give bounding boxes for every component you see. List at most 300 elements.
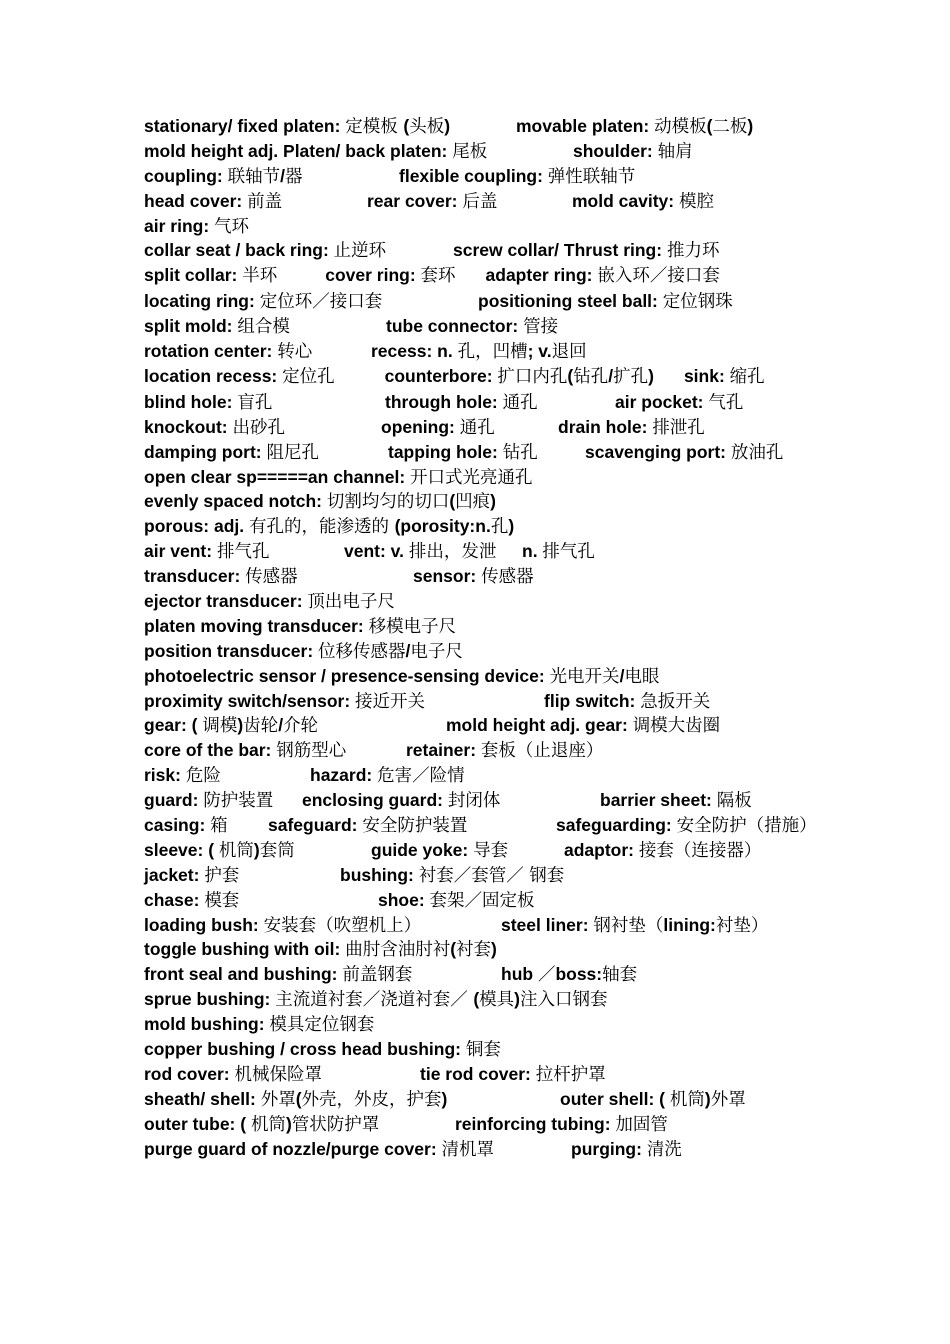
term-english: ) [508, 516, 515, 537]
glossary-line [144, 863, 812, 888]
glossary-entry [144, 339, 312, 365]
term-chinese: 衬套／套管／ 钢套 [418, 865, 565, 886]
term-chinese: 组合模 [237, 317, 290, 338]
term-chinese: 退回 [551, 342, 587, 363]
term-chinese: 套环 [420, 266, 456, 287]
term-english: sheath/ shell: [144, 1088, 261, 1109]
glossary-line [144, 589, 812, 614]
term-chinese: 模腔 [678, 191, 714, 212]
glossary-entry [144, 863, 239, 889]
glossary-entry [558, 415, 705, 441]
term-english: ( [706, 116, 713, 136]
term-chinese: 曲肘含油肘衬 [345, 940, 451, 961]
term-english: locating ring: [144, 291, 260, 312]
term-chinese: 半环 [242, 266, 278, 287]
glossary-entry [144, 1037, 501, 1063]
term-chinese: 轴套 [602, 965, 638, 986]
term-english: bushing: [340, 864, 419, 885]
term-chinese: 排气孔 [216, 542, 270, 563]
term-chinese: 定位钢珠 [662, 292, 733, 313]
glossary-entry [144, 589, 395, 615]
term-english: risk: [144, 765, 186, 786]
glossary-entry [399, 164, 635, 190]
term-english: ( [295, 1088, 302, 1109]
glossary-entry [388, 440, 538, 466]
term-english: location recess: [144, 365, 283, 386]
term-english: gear: ( [144, 715, 203, 736]
term-english: knockout: [144, 416, 233, 437]
term-chinese: 传感器 [481, 567, 534, 588]
term-chinese: 有孔的，能渗透的 [249, 517, 395, 538]
glossary-entry [544, 689, 710, 715]
term-chinese: 阻尼孔 [266, 442, 319, 463]
term-chinese: 二板 [712, 117, 748, 137]
term-english: (porosity:n. [394, 516, 491, 537]
glossary-entry [446, 713, 720, 739]
term-chinese: 转心 [277, 342, 313, 363]
term-chinese: 气孔 [708, 392, 744, 413]
term-chinese: 机筒 [669, 1089, 705, 1110]
term-english: split mold: [144, 316, 238, 337]
term-english: porous: adj. [144, 516, 249, 537]
term-chinese: 接近开关 [355, 691, 426, 712]
glossary-entry [573, 139, 693, 165]
term-english: enclosing guard: [302, 790, 448, 811]
term-english: loading bush: [144, 914, 264, 935]
glossary-entry [615, 390, 743, 416]
term-english: sink: [683, 365, 730, 386]
glossary-entry [453, 238, 719, 264]
term-english: ( [449, 491, 456, 512]
term-chinese: 光电开关 [549, 666, 620, 687]
glossary-entry [371, 838, 508, 864]
term-english: photoelectric sensor / presence-sensing device: [144, 665, 550, 686]
glossary-entry [556, 813, 817, 839]
term-chinese: 导套 [473, 840, 509, 861]
glossary-line [144, 888, 812, 913]
term-english: n. [522, 541, 543, 562]
glossary-entry [144, 1137, 494, 1163]
term-english: tube connector: [386, 316, 524, 337]
glossary-entry [325, 265, 455, 285]
glossary-entry [572, 189, 714, 215]
term-chinese: 危险 [185, 766, 221, 787]
term-english: chase: [144, 889, 205, 910]
term-english: steel liner: [501, 914, 594, 935]
term-english: purging: [571, 1138, 647, 1159]
glossary-line [144, 539, 812, 564]
glossary-entry [486, 265, 720, 285]
term-english: positioning steel ball: [478, 291, 663, 312]
term-chinese: 电子尺 [410, 641, 463, 662]
term-english: hub [501, 964, 538, 985]
term-english: tie rod cover: [420, 1063, 536, 1084]
glossary-line [144, 564, 812, 589]
term-chinese: 凹痕 [455, 492, 491, 513]
term-chinese: 清机罩 [441, 1139, 495, 1160]
glossary-line [144, 763, 812, 788]
term-chinese: 管状防护罩 [291, 1114, 380, 1135]
term-english: rotation center: [144, 341, 278, 362]
term-chinese: 传感器 [245, 567, 298, 588]
glossary-line [144, 838, 812, 863]
term-chinese: 钻孔 [573, 366, 609, 387]
term-english: adapter ring: [485, 265, 598, 286]
glossary-entry [144, 539, 269, 565]
term-english: vent: v. [344, 541, 409, 562]
glossary-line [144, 114, 812, 139]
term-chinese: 急扳开关 [640, 691, 711, 712]
term-english: sensor: [413, 566, 482, 587]
glossary-line [144, 1087, 812, 1112]
glossary-entry [144, 415, 285, 441]
term-chinese: 排泄孔 [652, 417, 705, 438]
glossary-entry [144, 289, 382, 315]
glossary-line [144, 1062, 812, 1087]
term-english: scavenging port: [585, 441, 731, 462]
term-english: ) [747, 116, 754, 136]
term-chinese: ／ [537, 965, 556, 986]
glossary-line [144, 614, 812, 639]
term-english: coupling: [144, 165, 228, 186]
term-english: cover ring: [325, 265, 421, 286]
glossary-entry [501, 913, 768, 939]
term-chinese: 尾板 [452, 141, 488, 162]
term-chinese: 盲孔 [237, 392, 273, 413]
term-english: toggle bushing with oil: [144, 939, 346, 960]
glossary-entry [144, 738, 346, 764]
term-english: mold cavity: [572, 190, 679, 211]
term-chinese: 箱 [210, 815, 228, 836]
glossary-entry [268, 813, 467, 839]
term-english: flexible coupling: [399, 165, 548, 186]
glossary-entry [378, 888, 535, 914]
term-chinese: 定位孔 [282, 366, 335, 387]
glossary-entry [371, 339, 587, 365]
glossary-entry [144, 1112, 379, 1138]
glossary-entry [406, 738, 603, 764]
term-chinese: 防护装置 [203, 791, 274, 812]
glossary-line [144, 738, 812, 763]
term-english: mold height adj. Platen/ back platen: [144, 140, 453, 161]
term-chinese: 气环 [214, 216, 250, 237]
glossary-entry [381, 415, 495, 441]
term-english: drain hole: [558, 416, 653, 437]
term-english: opening: [381, 416, 460, 437]
term-chinese: 定模板 [345, 117, 404, 137]
glossary-entry [144, 1062, 322, 1088]
term-chinese: 调模 [202, 716, 238, 737]
term-english: jacket: [144, 864, 205, 885]
glossary-entry [302, 788, 500, 814]
term-english: / [405, 640, 411, 661]
term-chinese: 孔，凹槽 [457, 342, 528, 363]
term-english: rear cover: [367, 190, 463, 211]
glossary-entry [144, 913, 421, 939]
term-english: / [619, 665, 625, 686]
glossary-line [144, 664, 812, 689]
glossary-line [144, 364, 812, 390]
term-english: adaptor: [564, 839, 639, 860]
glossary-entry [144, 838, 295, 864]
term-english: ) [648, 365, 654, 386]
glossary-entry [144, 514, 514, 540]
term-chinese: 止逆环 [333, 241, 387, 262]
glossary-entry [144, 465, 533, 491]
term-chinese: 套板（止退座） [480, 741, 604, 762]
term-english: safeguarding: [556, 814, 677, 835]
term-chinese: 安全防护（措施） [676, 815, 817, 836]
term-chinese: 放油孔 [730, 442, 784, 463]
term-chinese: 钢筋型心 [276, 741, 347, 762]
term-english: outer tube: ( [144, 1113, 251, 1134]
term-chinese: 前盖 [247, 191, 283, 212]
glossary-entry [310, 763, 465, 789]
glossary-entry [144, 489, 496, 515]
term-chinese: 外罩 [260, 1089, 296, 1110]
glossary-entry [684, 366, 765, 386]
glossary-line [144, 289, 812, 314]
term-english: barrier sheet: [600, 790, 717, 811]
term-chinese: 排出，发泄 [408, 542, 497, 563]
glossary-entry [144, 987, 607, 1013]
term-chinese: 顶出电子尺 [307, 591, 395, 612]
term-chinese: 缩孔 [729, 366, 765, 387]
term-chinese: 嵌入环／接口套 [597, 266, 720, 287]
glossary-entry [144, 238, 386, 264]
term-english: copper bushing / cross head bushing: [144, 1038, 466, 1059]
term-english: shoe: [378, 889, 430, 910]
term-chinese: 位移传感器 [318, 641, 406, 662]
term-english: ( [473, 989, 480, 1010]
term-english: ) [285, 1113, 292, 1134]
term-english: rod cover: [144, 1063, 235, 1084]
term-chinese: 铜套 [465, 1039, 501, 1060]
term-english: ( [403, 116, 410, 136]
glossary-entry [571, 1137, 682, 1163]
glossary-entry [144, 390, 272, 416]
glossary-entry [144, 564, 298, 590]
glossary-entry [600, 788, 752, 814]
term-chinese: 模具定位钢套 [269, 1015, 375, 1036]
glossary-line [144, 214, 812, 239]
term-chinese: 切割均匀的切口 [326, 492, 450, 513]
term-english: ejector transducer: [144, 590, 308, 611]
term-english: platen moving transducer: [144, 615, 369, 636]
glossary-entry [386, 314, 558, 340]
term-english: proximity switch/sensor: [144, 690, 356, 711]
glossary-line [144, 1112, 812, 1137]
term-chinese: 孔 [490, 517, 509, 538]
term-chinese: 危害／险情 [377, 766, 465, 787]
term-english: mold bushing: [144, 1014, 270, 1035]
term-chinese: 加固管 [615, 1114, 668, 1135]
term-chinese: 模具 [479, 990, 515, 1011]
term-english: ( [450, 939, 457, 960]
glossary-line [144, 164, 812, 189]
term-chinese: 弹性联轴节 [547, 166, 636, 187]
glossary-entry [516, 114, 753, 140]
term-english: ) [514, 989, 520, 1010]
glossary-entry [455, 1112, 668, 1138]
term-chinese: 机筒 [218, 840, 254, 861]
glossary-line [144, 238, 812, 263]
term-chinese: 头板 [409, 117, 445, 137]
term-chinese: 主流道衬套／浇道衬套／ [275, 990, 474, 1011]
term-english: casing: [144, 814, 211, 835]
glossary-line [144, 415, 812, 440]
term-chinese: 轴肩 [657, 141, 693, 162]
glossary-entry [420, 1062, 606, 1088]
glossary-entry [144, 813, 228, 839]
term-english: evenly spaced notch: [144, 491, 327, 512]
glossary-line [144, 440, 812, 465]
glossary-line [144, 788, 812, 813]
term-english: flip switch: [544, 690, 641, 711]
term-chinese: 出砂孔 [232, 417, 285, 438]
term-english: / [278, 715, 284, 736]
term-english: movable platen: [516, 116, 655, 136]
glossary-entry [413, 564, 534, 590]
term-chinese: 通孔 [459, 417, 495, 438]
term-english: retainer: [406, 740, 481, 761]
term-chinese: 外罩 [710, 1089, 746, 1110]
glossary-entry [144, 314, 290, 340]
term-english: screw collar/ Thrust ring: [453, 240, 667, 261]
term-english: tapping hole: [388, 441, 503, 462]
term-chinese: 封闭体 [447, 791, 501, 812]
term-english: head cover: [144, 190, 248, 211]
glossary-line [144, 689, 812, 714]
term-chinese: 管接 [523, 317, 559, 338]
term-english: air vent: [144, 541, 217, 562]
term-english: collar seat / back ring: [144, 240, 334, 261]
term-chinese: 套筒 [259, 840, 295, 861]
glossary-entry [144, 139, 487, 165]
term-english: guard: [144, 790, 204, 811]
term-english: stationary/ fixed platen: [144, 116, 346, 136]
term-chinese: 通孔 [502, 392, 538, 413]
term-chinese: 定位环／接口套 [259, 292, 383, 313]
glossary-line [144, 987, 812, 1012]
glossary-entry [385, 366, 654, 386]
glossary-line [144, 339, 812, 364]
glossary-line [144, 139, 812, 164]
term-chinese: 衬垫） [715, 915, 769, 936]
term-chinese: 钻孔 [502, 442, 538, 463]
term-english: ; v. [527, 341, 552, 362]
term-chinese: 安装套（吹塑机上） [263, 915, 422, 936]
term-chinese: 调模大齿圈 [632, 716, 721, 737]
term-english: guide yoke: [371, 839, 474, 860]
glossary-entry [585, 440, 783, 466]
term-chinese: 电眼 [624, 666, 660, 687]
term-english: safeguard: [268, 814, 363, 835]
term-chinese: 推力环 [666, 241, 720, 262]
glossary-entry [144, 1087, 447, 1113]
glossary-line [144, 390, 812, 415]
term-english: purge guard of nozzle/purge cover: [144, 1138, 442, 1159]
glossary-entry [340, 863, 564, 889]
term-chinese: 排气孔 [542, 542, 595, 563]
glossary-line [144, 913, 812, 938]
document-page [144, 114, 817, 1161]
glossary-line [144, 937, 812, 962]
term-chinese: 介轮 [283, 716, 319, 737]
term-chinese: 后盖 [462, 191, 498, 212]
term-english: air ring: [144, 215, 215, 236]
term-english: / [608, 365, 614, 386]
term-english: counterbore: [384, 365, 498, 386]
glossary-entry [144, 788, 273, 814]
term-english: position transducer: [144, 640, 319, 661]
term-chinese: 安全防护装置 [362, 815, 468, 836]
term-chinese: 机筒 [250, 1114, 286, 1135]
term-chinese: 隔板 [716, 791, 752, 812]
term-english: sprue bushing: [144, 989, 276, 1010]
glossary-entry [144, 763, 221, 789]
glossary-entry [560, 1087, 746, 1113]
glossary-line [144, 1137, 812, 1162]
term-english: ) [237, 715, 244, 736]
term-english: ) [444, 116, 451, 136]
glossary-entry [144, 265, 277, 285]
term-chinese: 联轴节 [227, 166, 281, 187]
glossary-line [144, 1012, 812, 1037]
term-english: open clear sp=====an channel: [144, 466, 411, 487]
glossary-line [144, 489, 812, 514]
glossary-line [144, 1037, 812, 1062]
term-chinese: 衬套 [456, 940, 492, 961]
glossary-entry [144, 639, 463, 665]
term-english: ) [490, 491, 496, 512]
term-english: ) [441, 1088, 448, 1109]
term-chinese: 移模电子尺 [368, 616, 457, 637]
glossary-entry [522, 539, 595, 565]
term-chinese: 护套 [204, 865, 240, 886]
glossary-line [144, 713, 812, 738]
term-chinese: 机械保险罩 [234, 1064, 322, 1085]
term-english: ) [491, 939, 497, 960]
glossary-entry [144, 114, 450, 140]
term-english: mold height adj. gear: [446, 715, 633, 736]
glossary-entry [478, 289, 733, 315]
glossary-entry [144, 440, 319, 466]
glossary-line [144, 813, 817, 838]
glossary-entry [564, 838, 761, 864]
glossary-entry [144, 1012, 374, 1038]
glossary-line [144, 314, 812, 339]
term-chinese: 接套（连接器） [638, 840, 762, 861]
term-english: recess: n. [371, 341, 458, 362]
term-chinese: 器 [284, 166, 303, 187]
glossary-entry [501, 962, 637, 988]
term-chinese: 扩口内孔 [497, 366, 568, 387]
term-english: reinforcing tubing: [455, 1113, 616, 1134]
term-english: split collar: [144, 265, 243, 286]
glossary-line [144, 263, 812, 289]
term-chinese: 开口式光亮通孔 [410, 467, 533, 488]
term-english: sleeve: ( [144, 839, 219, 860]
glossary-line [144, 639, 812, 664]
term-english: core of the bar: [144, 740, 277, 761]
glossary-entry [144, 614, 456, 640]
term-chinese: 注入口钢套 [519, 990, 608, 1011]
glossary-line [144, 514, 812, 539]
glossary-entry [385, 390, 538, 416]
glossary-entry [344, 539, 496, 565]
glossary-entry [144, 689, 425, 715]
